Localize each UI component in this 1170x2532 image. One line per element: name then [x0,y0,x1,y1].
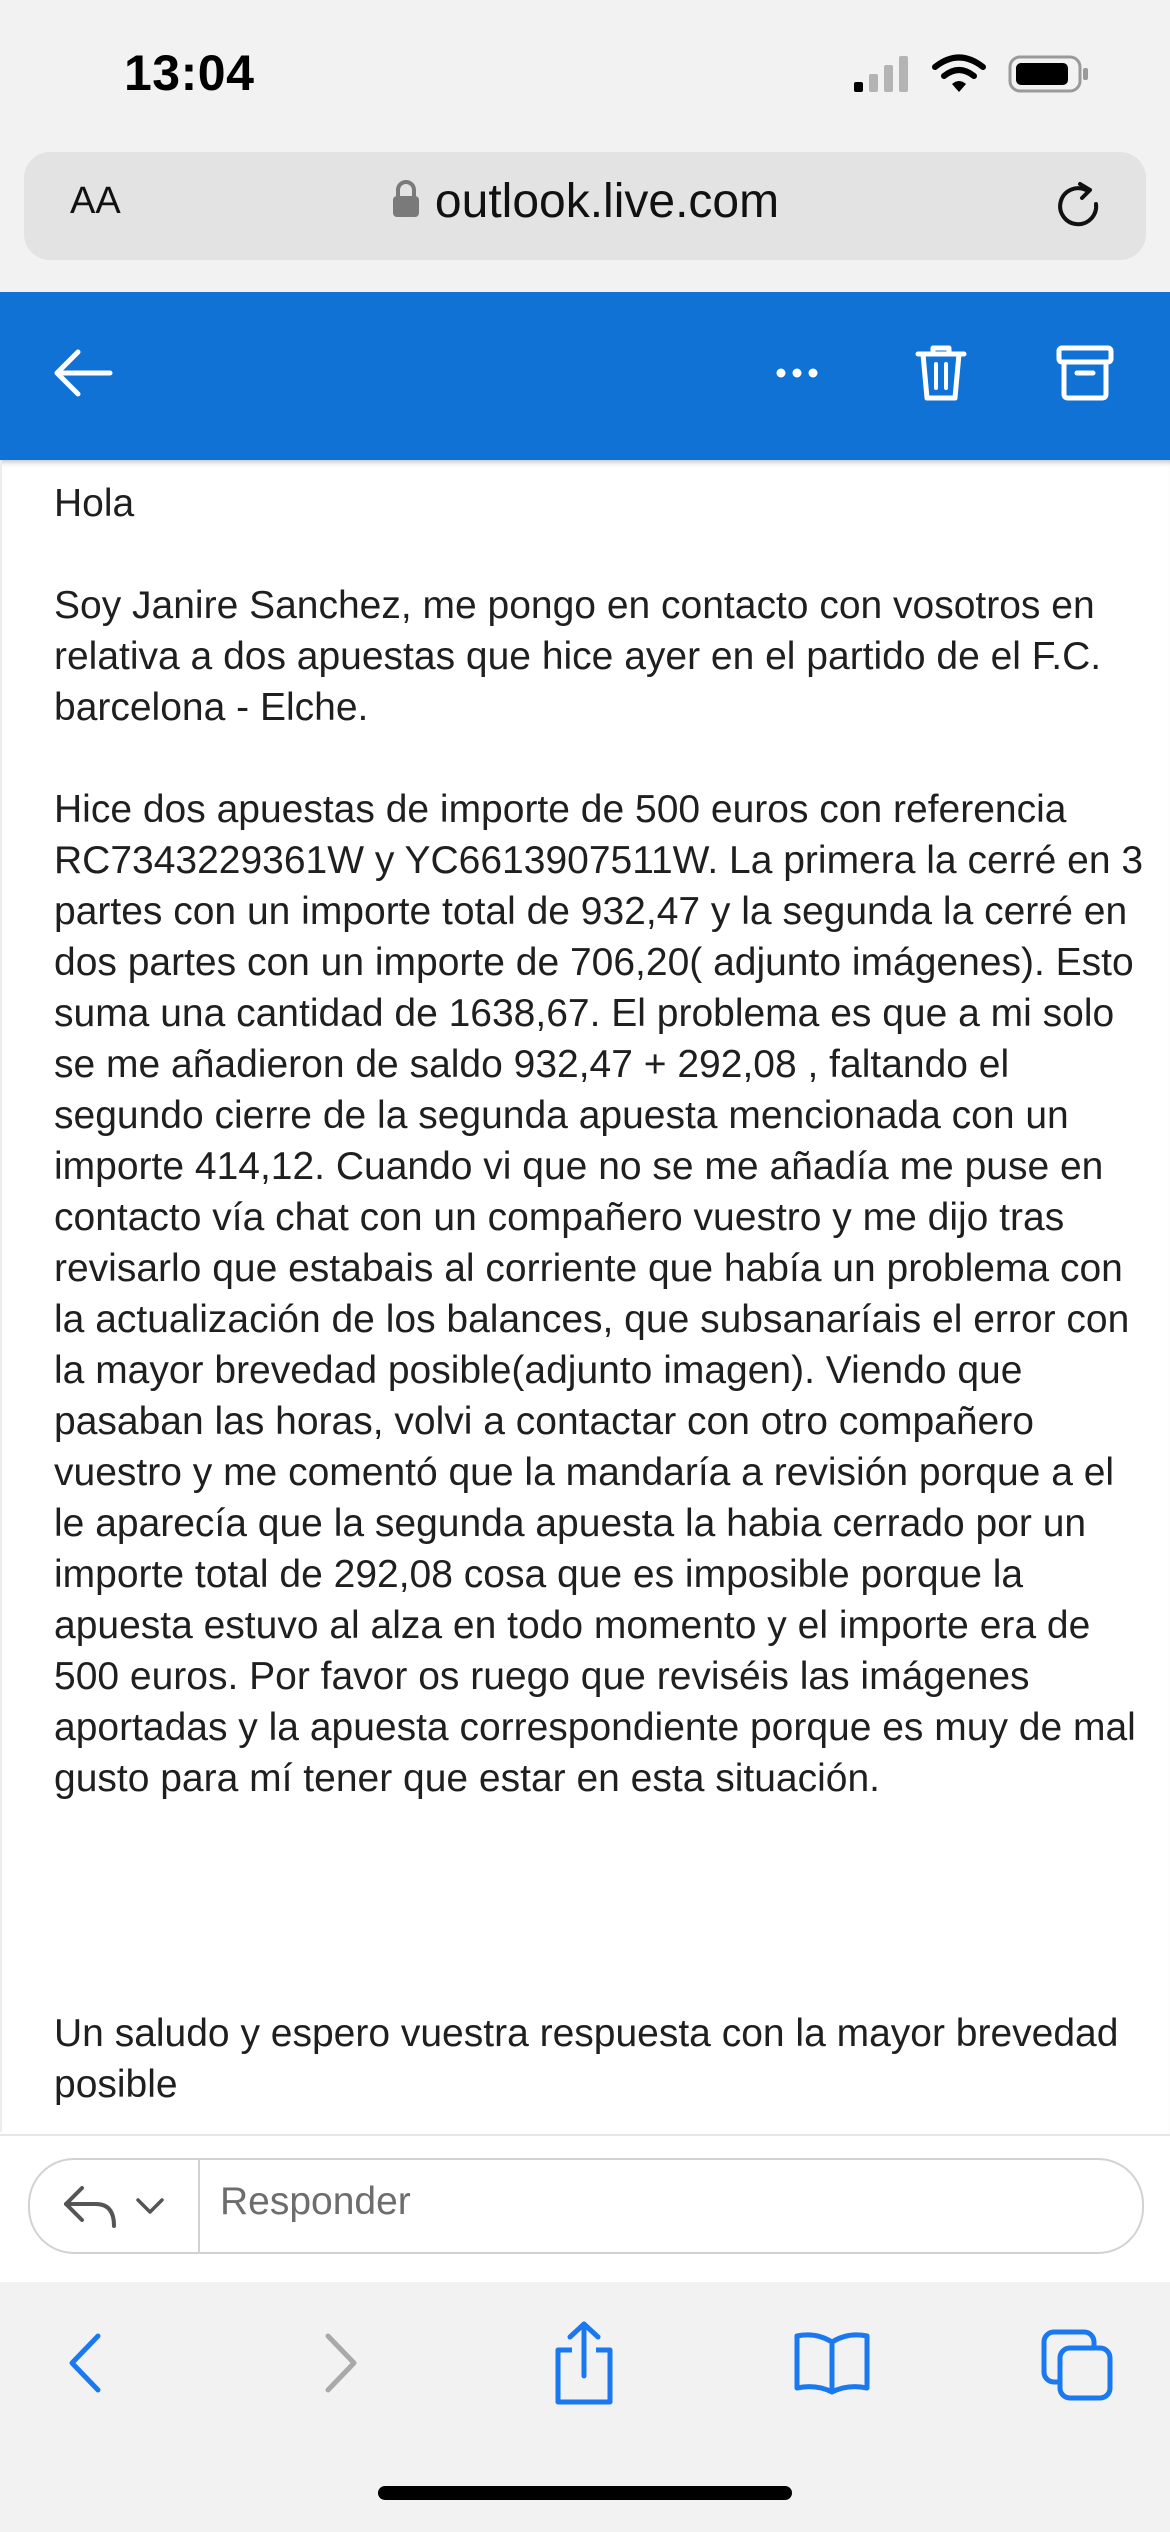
reply-input[interactable]: Responder [220,2180,411,2223]
message-body [0,460,1170,2134]
message-main-paragraph: Hice dos apuestas de importe de 500 euros con referencia RC7343229361W y YC6613907511W. La primera la cerré en 3 partes con un importe total de 932,47 y la segunda la cerré en dos partes con un importe de 706,20( adjunto imágenes). Esto suma una cantidad de 1638,67. El problema es que a mi solo se me añadieron de saldo 932,47 + 292,08 , faltando el segundo cierre de la segunda apuesta mencionada con un importe 414,12. Cuando vi que no se me añadía me puse en contacto vía chat con un compañero vuestro y me dijo tras revisarlo que estabais al corriente que había un problema con la actualización de los balances, que subsanaríais el error con la mayor brevedad posible(adjunto imagen). Viendo que pasaban las horas, volvi a contactar con otro compañero vuestro y me comentó que la mandaría a revisión porque a el le aparecía que la segunda apuesta la habia cerrado por un importe total de 292,08 cosa que es imposible porque la apuesta estuvo al alza en todo momento y el importe era de 500 euros. Por favor os ruego que reviséis las imágenes aportadas y la apuesta correspondiente porque es muy de mal gusto para mí tener que estar en esta situación. [54,788,1144,1800]
bookmarks-icon[interactable] [792,2328,872,2403]
forward-icon[interactable] [306,2328,370,2403]
message-closing-paragraph: Un saludo y espero vuestra respuesta con la mayor brevedad posible [54,2012,1119,2106]
url-text: outlook.live.com [434,175,780,228]
reply-options-button[interactable] [30,2160,200,2252]
chevron-down-icon [134,2194,166,2223]
reply-bar [0,2134,1170,2284]
message-greeting: Hola [54,482,135,525]
address-bar[interactable] [24,152,1146,260]
back-icon[interactable] [56,2328,120,2403]
reply-arrow-icon [60,2182,120,2235]
message-intro-paragraph: Soy Janire Sanchez, me pongo en contacto con vosotros en relativa a dos apuestas que hice ayer en el partido de el F.C. barcelona - Elche. [54,584,1102,729]
more-options-icon[interactable] [762,338,832,413]
archive-icon[interactable] [1050,338,1120,413]
cellular-signal-icon [852,54,910,99]
battery-icon [1008,54,1090,99]
text-size-button[interactable]: AA [70,180,121,222]
reply-box [28,2158,1144,2254]
share-icon[interactable] [546,2320,622,2411]
message-card [0,460,1170,2132]
tabs-icon[interactable] [1040,2328,1116,2409]
status-time: 13:04 [124,45,255,101]
status-icons [852,54,1090,99]
wifi-icon [932,54,986,99]
reload-icon[interactable] [1052,180,1106,239]
url-field[interactable] [24,174,1146,229]
back-arrow-icon[interactable] [48,338,118,413]
status-bar [0,0,1170,150]
mail-header [0,292,1170,460]
trash-icon[interactable] [906,338,976,413]
lock-icon [391,179,421,224]
home-indicator[interactable] [378,2486,792,2500]
